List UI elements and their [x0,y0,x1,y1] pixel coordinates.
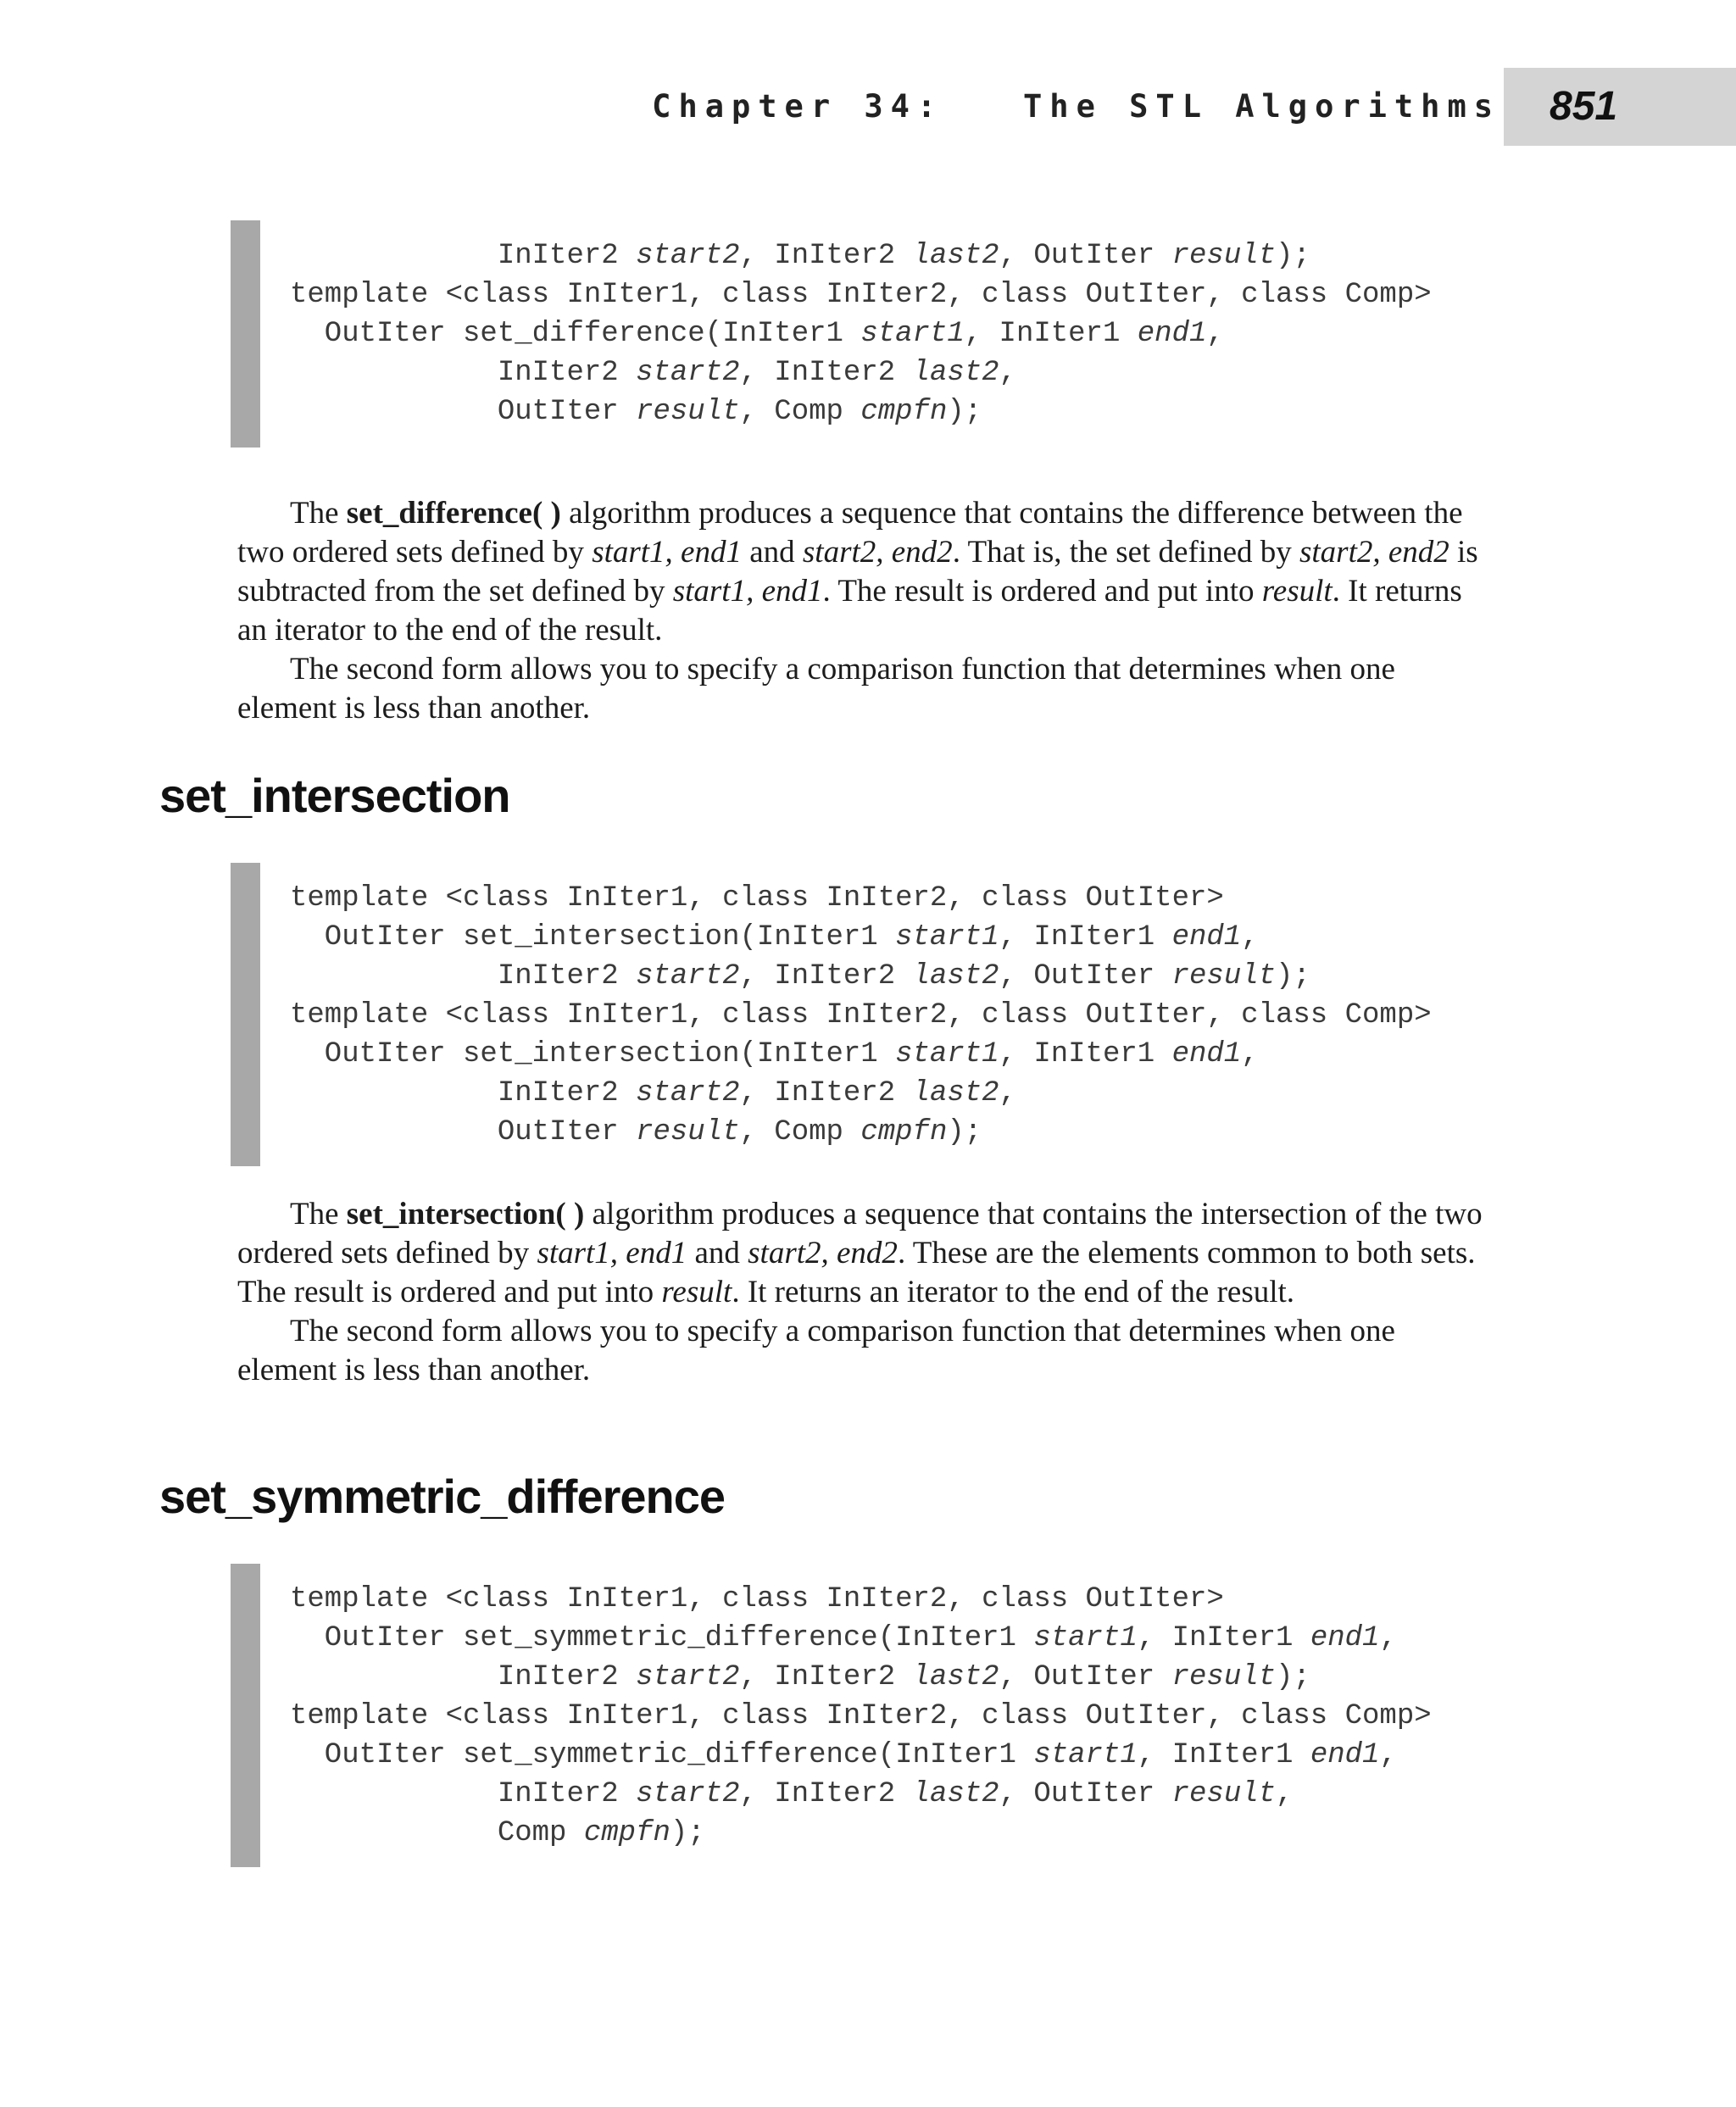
code-line [290,1035,1432,1074]
code-parameter: start1 [895,1038,999,1070]
code-text: , InIter1 [999,921,1172,953]
code-text: InIter2 [290,240,637,272]
code-text: , InIter2 [739,240,913,272]
code-line [290,1775,1432,1814]
code-parameter: result [636,1116,740,1148]
code-parameter: last2 [912,1778,999,1810]
code-parameter: result [1171,1661,1277,1693]
code-text: , [1241,921,1259,953]
code-parameter: end1 [1171,921,1242,953]
code-text: Comp [290,1817,584,1849]
paragraph: The set_intersection( ) algorithm produces a sequence that contains the intersection of the two ordered sets defined by start1, end1 and start2, end2. These are the elements common to both sets. The result is ordered and put into result. It returns an iterator to the end of the result. [237,1197,1483,1309]
code-parameter: start1 [1033,1739,1138,1771]
code-text: , InIter2 [739,1778,913,1810]
code-text: template <class InIter1, class InIter2, class OutIter> [290,1583,1224,1615]
code-parameter: start2 [636,1661,740,1693]
code-line [290,1580,1432,1619]
code-text: OutIter set_symmetric_difference(InIter1 [290,1622,1034,1654]
code-parameter: end1 [1171,1038,1242,1070]
code-parameter: result [1171,960,1277,992]
code-text: ); [1276,1661,1310,1693]
code-text: , [1206,318,1224,350]
code-text: template <class InIter1, class InIter2, class OutIter> [290,882,1224,915]
code-parameter: end1 [1310,1622,1380,1654]
code-line [290,275,1432,314]
code-parameter: last2 [912,1077,999,1109]
code-parameter: start1 [1033,1622,1138,1654]
code-line [290,392,1432,431]
code-text: ); [947,396,982,428]
code-parameter: last2 [912,240,999,272]
code-parameter: last2 [912,357,999,389]
code-parameter: last2 [912,960,999,992]
code-lines [290,1580,1432,1853]
code-text: OutIter [290,1116,637,1148]
code-text: InIter2 [290,1661,637,1693]
code-text: InIter2 [290,960,637,992]
code-parameter: cmpfn [860,1116,948,1148]
code-line [290,957,1432,996]
code-text: OutIter set_intersection(InIter1 [290,921,896,953]
code-text: , [1276,1778,1294,1810]
code-text: , InIter2 [739,357,913,389]
code-line [290,879,1432,918]
code-text: ); [947,1116,982,1148]
code-block-bar [231,1564,260,1867]
code-text: template <class InIter1, class InIter2, class OutIter, class Comp> [290,999,1432,1031]
code-text: OutIter set_symmetric_difference(InIter1 [290,1739,1034,1771]
set-intersection-description [237,1195,1492,1390]
code-line [290,353,1432,392]
code-text: , InIter1 [999,1038,1172,1070]
code-text: , Comp [739,396,861,428]
code-text: , OutIter [999,1778,1172,1810]
code-text: , InIter2 [739,1661,913,1693]
code-text: OutIter set_intersection(InIter1 [290,1038,896,1070]
running-head: Chapter 34: The STL Algorithms [652,88,1500,125]
code-parameter: result [1171,240,1277,272]
code-block-bar [231,220,260,448]
code-text: , [1379,1622,1397,1654]
code-line [290,236,1432,275]
section-heading-set-intersection: set_intersection [159,769,510,822]
code-parameter: end1 [1137,318,1207,350]
code-parameter: start1 [895,921,999,953]
code-text: , [999,357,1016,389]
code-text: template <class InIter1, class InIter2, class OutIter, class Comp> [290,279,1432,311]
set-difference-description [237,494,1492,728]
code-line [290,1658,1432,1697]
page-number: 851 [1550,84,1618,129]
code-text: OutIter set_difference(InIter1 [290,318,861,350]
code-text: , [1379,1739,1397,1771]
code-parameter: start2 [636,1778,740,1810]
code-text: , OutIter [999,960,1172,992]
code-text: , OutIter [999,240,1172,272]
code-parameter: cmpfn [583,1817,670,1849]
code-text: InIter2 [290,357,637,389]
code-block-bar [231,863,260,1166]
code-line [290,996,1432,1035]
code-text: , Comp [739,1116,861,1148]
code-line [290,918,1432,957]
code-parameter: result [636,396,740,428]
code-lines [290,879,1432,1152]
paragraph: The second form allows you to specify a comparison function that determines when one element is less than another. [237,652,1395,725]
code-parameter: result [1171,1778,1277,1810]
code-lines [290,236,1432,431]
code-text: , InIter1 [964,318,1138,350]
code-parameter: start2 [636,357,740,389]
code-text: , OutIter [999,1661,1172,1693]
code-line [290,1736,1432,1775]
code-text: , InIter1 [1137,1739,1310,1771]
paragraph: The second form allows you to specify a comparison function that determines when one element is less than another. [237,1314,1395,1387]
code-line [290,1814,1432,1853]
code-text: , InIter2 [739,1077,913,1109]
code-text: template <class InIter1, class InIter2, class OutIter, class Comp> [290,1700,1432,1732]
code-text: ); [1276,240,1310,272]
code-parameter: end1 [1310,1739,1380,1771]
code-parameter: start2 [636,240,740,272]
code-line [290,1113,1432,1152]
code-text: , [1241,1038,1259,1070]
code-text: InIter2 [290,1778,637,1810]
code-line [290,1074,1432,1113]
paragraph: The set_difference( ) algorithm produces a sequence that contains the difference between the two ordered sets defined by start1, end1 and start2, end2. That is, the set defined by start2, end2 is subtracted from the set defined by start1, end1. The result is ordered and put into result. It returns an iterator to the end of the result. [237,496,1478,648]
code-text: , InIter2 [739,960,913,992]
section-heading-set-symmetric-difference: set_symmetric_difference [159,1470,726,1523]
code-line [290,1697,1432,1736]
code-line [290,314,1432,353]
page-number-tab [1504,68,1736,146]
code-text: ); [1276,960,1310,992]
code-line [290,1619,1432,1658]
code-text: , [999,1077,1016,1109]
code-text: OutIter [290,396,637,428]
code-parameter: last2 [912,1661,999,1693]
code-parameter: start2 [636,960,740,992]
code-text: ); [670,1817,705,1849]
code-text: InIter2 [290,1077,637,1109]
code-parameter: start2 [636,1077,740,1109]
code-text: , InIter1 [1137,1622,1310,1654]
code-parameter: cmpfn [860,396,948,428]
code-parameter: start1 [860,318,965,350]
